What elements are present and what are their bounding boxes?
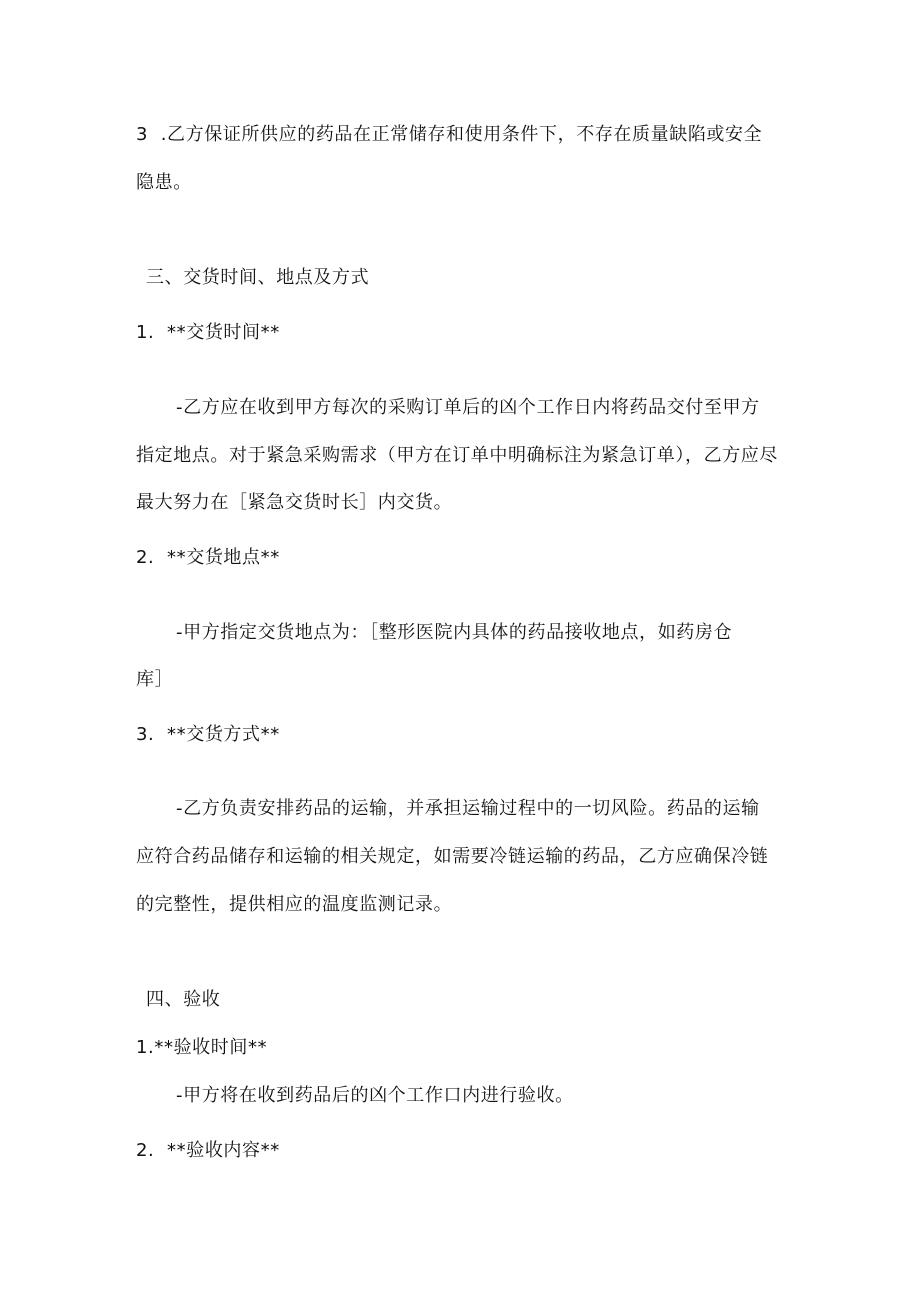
delivery-place-text-line-1: -甲方指定交货地点为：［整形医院内具体的药品接收地点，如药房仓 [176,622,733,643]
delivery-time-text-line-3: 最大努力在［紧急交货时长］内交货。 [136,492,453,513]
item-acceptance-content-title: 2. **验收内容** [136,1140,280,1161]
item-delivery-time-title: 1. **交货时间** [136,322,280,343]
delivery-time-text-line-2: 指定地点。对于紧急采购需求（甲方在订单中明确标注为紧急订单），乙方应尽 [136,445,778,466]
delivery-method-text-line-1: -乙方负责安排药品的运输，并承担运输过程中的一切风险。药品的运输 [176,798,760,819]
section-4-heading: 四、验收 [146,989,221,1010]
delivery-place-text-line-2: 库］ [136,669,174,690]
delivery-method-text-line-3: 的完整性，提供相应的温度监测记录。 [136,894,453,915]
clause-3-quality-line-2: 隐患。 [136,172,192,193]
acceptance-time-text: -甲方将在收到药品后的凶个工作口内进行验收。 [176,1085,574,1106]
item-delivery-method-title: 3. **交货方式** [136,724,280,745]
clause-3-quality-line-1: 3 .乙方保证所供应的药品在正常储存和使用条件下，不存在质量缺陷或安全 [136,124,763,145]
section-3-heading: 三、交货时间、地点及方式 [146,267,370,288]
delivery-method-text-line-2: 应符合药品储存和运输的相关规定，如需要冷链运输的药品，乙方应确保冷链 [136,846,769,867]
item-acceptance-time-title: 1.**验收时间** [136,1037,268,1058]
item-delivery-place-title: 2. **交货地点** [136,547,280,568]
delivery-time-text-line-1: -乙方应在收到甲方每次的采购订单后的凶个工作日内将药品交付至甲方 [176,397,760,418]
